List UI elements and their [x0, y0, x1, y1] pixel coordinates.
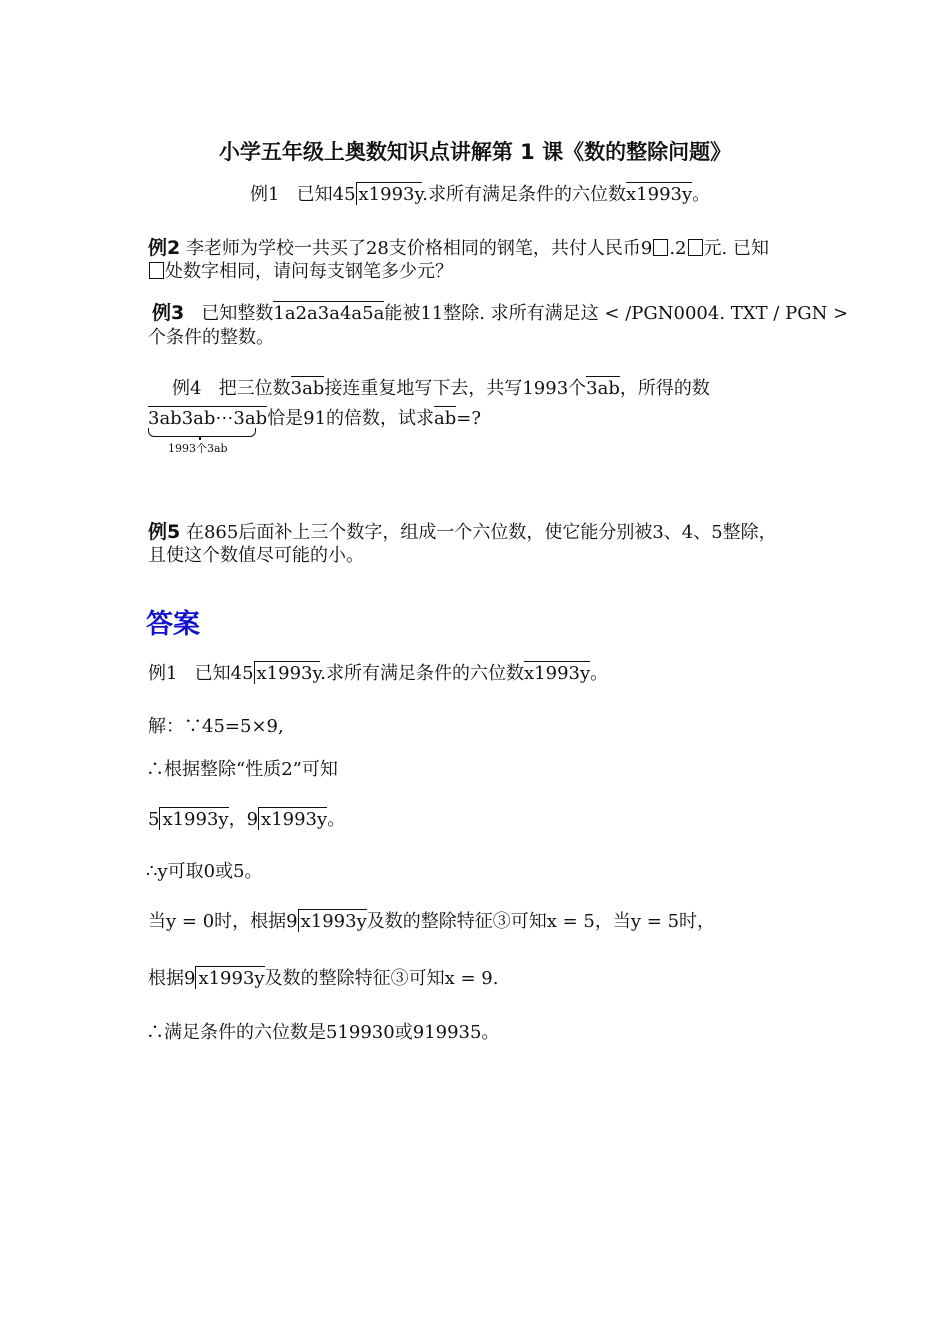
- example-5-label: 例5: [148, 521, 181, 543]
- example-3-line-2: 个条件的整数。: [148, 327, 274, 348]
- solution-text-2: 及数的整除特征③可知x = 5，当y = 5时，: [366, 911, 716, 932]
- example-2-text-3: 元. 已知: [703, 238, 769, 259]
- solution-line-1: 解：∵45=5×9,: [148, 716, 284, 737]
- example-2-text: 李老师为学校一共买了28支价格相同的钢笔，共付人民币9: [185, 238, 653, 259]
- blank-box: [149, 262, 164, 279]
- underbrace: [148, 428, 256, 437]
- example-2-text-2: .2: [669, 238, 687, 259]
- overline-x1993y: x1993y: [524, 663, 591, 684]
- solution-text-2: 及数的整除特征③可知x = 9.: [264, 968, 499, 989]
- answer-heading: 答案: [146, 609, 200, 640]
- example-3-text-2: 能被11整除. 求所有满足这 < /PGN0004. TXT / PGN >: [384, 303, 849, 324]
- example-5-line-2: 且使这个数值尽可能的小。: [148, 545, 364, 566]
- example-4-text: 把三位数: [218, 378, 291, 399]
- solution-line-3: [148, 808, 345, 832]
- example-4-text-3: ，所得的数: [619, 378, 710, 399]
- overline-3ab-2: 3ab: [586, 378, 620, 399]
- example-4-text-4: 恰是91的倍数，试求: [267, 408, 435, 429]
- answer-text: 已知45: [194, 663, 254, 684]
- overline-1a2a3a4a5a: 1a2a3a4a5a: [273, 303, 385, 324]
- divides-x1993y: x1993y: [254, 661, 321, 684]
- solution-line-4: ∴y可取0或5。: [146, 861, 263, 882]
- underbrace-label: 1993个3ab: [168, 442, 228, 455]
- overline-x1993y: x1993y: [626, 184, 693, 205]
- example-1-label: 例1: [250, 184, 280, 205]
- blank-box: [653, 239, 668, 256]
- divides-x1993y: x1993y: [159, 807, 228, 830]
- solution-text-end: 。: [327, 809, 346, 830]
- divides-x1993y: x1993y: [258, 807, 327, 830]
- solution-line-2: ∴根据整除“性质2”可知: [146, 759, 338, 780]
- solution-text: 根据9: [148, 968, 196, 989]
- blank-box: [688, 239, 703, 256]
- solution-text: 当y = 0时，根据9: [148, 911, 298, 932]
- example-2-line-1: [148, 236, 769, 261]
- example-5-text: 在865后面补上三个数字，组成一个六位数，使它能分别被3、4、5整除，: [185, 522, 777, 543]
- example-1-end: 。: [692, 184, 711, 205]
- example-4-text-5: =?: [456, 408, 482, 429]
- example-1: [250, 183, 710, 207]
- example-1-text: 已知45: [296, 184, 356, 205]
- overline-3ab: 3ab: [290, 378, 325, 399]
- example-2-label: 例2: [148, 237, 181, 259]
- repeated-number: 3ab3ab⋯3ab: [148, 408, 268, 429]
- answer-text-2: .求所有满足条件的六位数: [320, 663, 525, 684]
- answer-text-end: 。: [590, 663, 609, 684]
- example-2-text-4: 处数字相同，请问每支钢笔多少元？: [165, 261, 453, 282]
- solution-line-5: [148, 910, 715, 934]
- example-1-text-2: .求所有满足条件的六位数: [422, 184, 627, 205]
- example-3-label: 例3: [152, 302, 185, 324]
- solution-line-6: [148, 967, 498, 991]
- example-5-line-1: [148, 520, 777, 545]
- solution-text-2: ，9: [228, 809, 259, 830]
- answer-example-1: [148, 662, 608, 686]
- example-2-line-2: [148, 260, 453, 284]
- example-3-line-1: [152, 301, 848, 326]
- divides-x1993y: x1993y: [356, 182, 423, 205]
- example-3-text: 已知整数: [201, 303, 274, 324]
- overline-ab: ab: [434, 408, 457, 429]
- example-4-text-2: 接连重复地写下去，共写1993个: [324, 378, 587, 399]
- solution-text: 5: [148, 809, 160, 830]
- solution-line-7: ∴满足条件的六位数是519930或919935。: [146, 1022, 500, 1043]
- divides-x1993y: x1993y: [195, 966, 264, 989]
- divides-x1993y: x1993y: [298, 909, 367, 932]
- example-4-line-1: [172, 377, 710, 401]
- page-title: 小学五年级上奥数知识点讲解第 1 课《数的整除问题》: [218, 140, 732, 164]
- answer-example-1-label: 例1: [148, 663, 178, 684]
- example-4-label: 例4: [172, 378, 202, 399]
